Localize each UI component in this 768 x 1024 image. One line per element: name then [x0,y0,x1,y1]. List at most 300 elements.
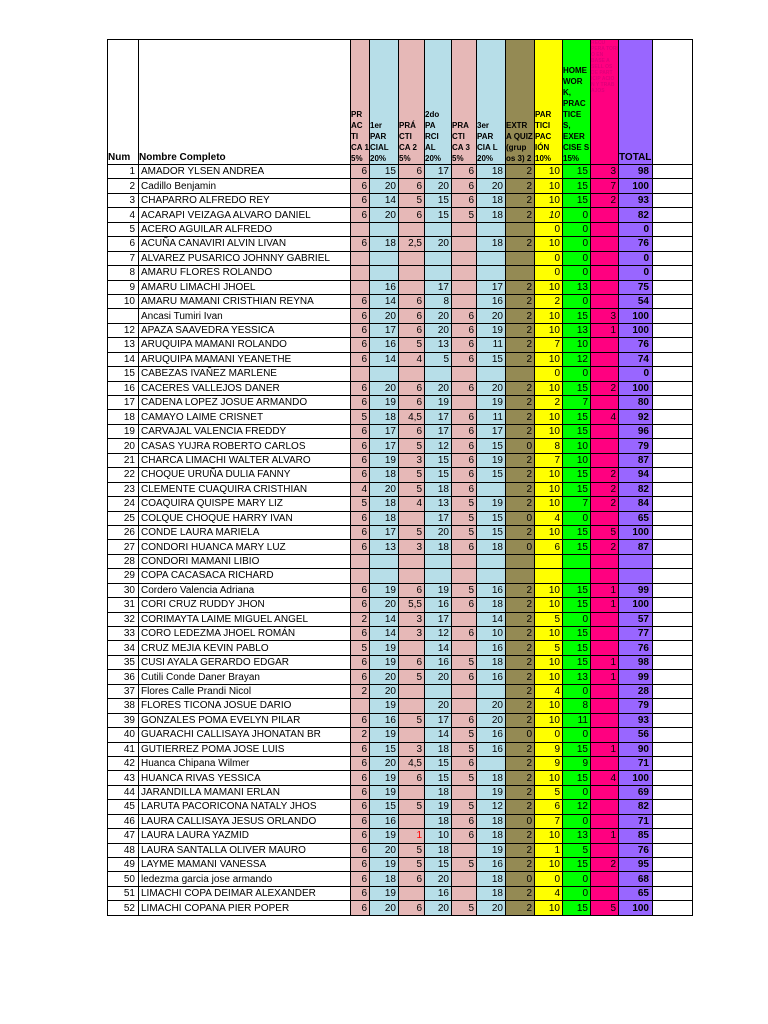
grade-cell[interactable]: 11 [477,410,506,424]
grade-cell[interactable]: 5 [399,338,425,352]
header-parcial-2[interactable]: 2do PA RCI AL 20% [425,40,452,165]
row-number[interactable]: 27 [108,540,139,554]
grade-cell[interactable] [591,728,619,742]
row-number[interactable]: 16 [108,381,139,395]
student-name[interactable]: GONZALES POMA EVELYN PILAR [139,713,351,727]
grade-cell[interactable]: 6 [351,338,370,352]
row-number[interactable]: 25 [108,511,139,525]
grade-cell[interactable]: 12 [563,800,591,814]
row-number[interactable]: 46 [108,814,139,828]
grade-cell[interactable]: 1 [591,829,619,843]
grade-cell[interactable]: 0 [506,439,535,453]
grade-cell[interactable]: 15 [563,424,591,438]
grade-cell[interactable]: 5 [452,511,477,525]
grade-cell[interactable]: 6 [452,482,477,496]
grade-cell[interactable] [591,627,619,641]
student-name[interactable]: ALVAREZ PUSARICO JOHNNY GABRIEL [139,251,351,265]
grade-cell[interactable] [399,280,425,294]
total-cell[interactable]: 0 [619,222,653,236]
grade-cell[interactable]: 3 [591,309,619,323]
grade-cell[interactable]: 20 [425,901,452,915]
grade-cell[interactable] [591,612,619,626]
grade-cell[interactable]: 15 [563,193,591,207]
grade-cell[interactable]: 14 [370,612,399,626]
grade-cell[interactable]: 12 [425,439,452,453]
grade-cell[interactable] [452,222,477,236]
grade-cell[interactable]: 20 [370,309,399,323]
grade-cell[interactable] [399,886,425,900]
grade-cell[interactable]: 5 [399,193,425,207]
grade-cell[interactable]: 10 [535,699,563,713]
grade-cell[interactable]: 4 [535,886,563,900]
grade-cell[interactable]: 18 [477,208,506,222]
student-name[interactable]: AMADOR YLSEN ANDREA [139,165,351,179]
grade-cell[interactable]: 17 [425,165,452,179]
grade-cell[interactable]: 20 [425,323,452,337]
grade-cell[interactable]: 0 [535,266,563,280]
row-number[interactable]: 41 [108,742,139,756]
grade-cell[interactable]: 2 [506,338,535,352]
grade-cell[interactable]: 10 [535,323,563,337]
grade-cell[interactable]: 3 [591,165,619,179]
total-cell[interactable]: 76 [619,641,653,655]
student-name[interactable]: ACERO AGUILAR ALFREDO [139,222,351,236]
grade-cell[interactable]: 0 [506,511,535,525]
grade-cell[interactable]: 17 [425,424,452,438]
grade-cell[interactable] [370,367,399,381]
grade-cell[interactable]: 4 [351,482,370,496]
total-cell[interactable] [619,569,653,583]
grade-cell[interactable] [399,569,425,583]
grade-cell[interactable]: 13 [425,338,452,352]
grade-cell[interactable]: 10 [535,583,563,597]
grade-cell[interactable]: 15 [563,165,591,179]
grade-cell[interactable] [591,294,619,308]
grade-cell[interactable]: 19 [370,453,399,467]
student-name[interactable]: JARANDILLA MAMANI ERLAN [139,785,351,799]
grade-cell[interactable]: 15 [563,655,591,669]
grade-cell[interactable]: 20 [477,699,506,713]
grade-cell[interactable]: 15 [563,583,591,597]
grade-cell[interactable]: 5,5 [399,598,425,612]
grade-cell[interactable]: 6 [351,352,370,366]
grade-cell[interactable]: 6 [452,713,477,727]
grade-cell[interactable]: 20 [370,756,399,770]
grade-cell[interactable]: 6 [351,237,370,251]
grade-cell[interactable] [591,554,619,568]
row-number[interactable]: 22 [108,468,139,482]
student-name[interactable]: CADENA LOPEZ JOSUE ARMANDO [139,396,351,410]
row-number[interactable]: 52 [108,901,139,915]
student-name[interactable]: CONDORI HUANCA MARY LUZ [139,540,351,554]
grade-cell[interactable]: 20 [425,381,452,395]
grade-cell[interactable] [477,482,506,496]
grade-cell[interactable] [591,352,619,366]
student-name[interactable]: CORIMAYTA LAIME MIGUEL ANGEL [139,612,351,626]
grade-cell[interactable]: 9 [563,756,591,770]
grade-cell[interactable]: 19 [425,800,452,814]
grade-cell[interactable]: 0 [563,684,591,698]
grade-cell[interactable]: 15 [563,468,591,482]
grade-cell[interactable]: 0 [563,251,591,265]
grade-cell[interactable]: 6 [535,800,563,814]
header-practica-3[interactable]: PRA CTI CA 3 5% [452,40,477,165]
grade-cell[interactable]: 2 [591,482,619,496]
grade-cell[interactable]: 17 [370,424,399,438]
grade-cell[interactable] [591,756,619,770]
grade-cell[interactable]: 17 [370,439,399,453]
grade-cell[interactable]: 6 [399,655,425,669]
grade-cell[interactable] [399,367,425,381]
grade-cell[interactable]: 4,5 [399,756,425,770]
grade-cell[interactable]: 19 [370,396,399,410]
header-parcial-3[interactable]: 3er PAR CIA L 20% [477,40,506,165]
grade-cell[interactable]: 6 [351,872,370,886]
student-name[interactable]: ACARAPI VEIZAGA ALVARO DANIEL [139,208,351,222]
student-name[interactable]: Ancasi Tumiri Ivan [139,309,351,323]
grade-cell[interactable]: 2 [591,193,619,207]
grade-cell[interactable]: 6 [351,424,370,438]
grade-cell[interactable] [591,251,619,265]
grade-cell[interactable] [399,684,425,698]
total-cell[interactable]: 98 [619,165,653,179]
grade-cell[interactable]: 6 [351,583,370,597]
total-cell[interactable]: 71 [619,814,653,828]
row-number[interactable]: 7 [108,251,139,265]
grade-cell[interactable]: 5 [351,497,370,511]
grade-cell[interactable]: 6 [351,511,370,525]
student-name[interactable]: Flores Calle Prandi Nicol [139,684,351,698]
grade-cell[interactable]: 6 [399,424,425,438]
grade-cell[interactable]: 6 [452,540,477,554]
grade-cell[interactable]: 2 [506,756,535,770]
header-total[interactable]: TOTAL [619,40,653,165]
grade-cell[interactable]: 5 [425,352,452,366]
grade-cell[interactable]: 4,5 [399,410,425,424]
grade-cell[interactable]: 6 [452,453,477,467]
header-homework[interactable]: HOME WOR K, PRAC TICE S, EXER CISE S 15% [563,40,591,165]
grade-cell[interactable]: 19 [370,829,399,843]
grade-cell[interactable]: 14 [370,352,399,366]
grade-cell[interactable]: 19 [477,323,506,337]
grade-cell[interactable]: 19 [477,785,506,799]
grade-cell[interactable]: 18 [477,771,506,785]
header-practica-2[interactable]: PRÁ CTI CA 2 5% [399,40,425,165]
row-number[interactable]: 3 [108,193,139,207]
grade-cell[interactable]: 19 [477,453,506,467]
grade-cell[interactable]: 15 [425,756,452,770]
grade-cell[interactable]: 6 [351,468,370,482]
grade-cell[interactable]: 2 [506,424,535,438]
grade-cell[interactable] [452,237,477,251]
grade-cell[interactable] [477,251,506,265]
grade-cell[interactable] [425,569,452,583]
grade-cell[interactable]: 16 [477,728,506,742]
grade-cell[interactable]: 18 [370,497,399,511]
grade-cell[interactable]: 0 [506,814,535,828]
total-cell[interactable]: 99 [619,670,653,684]
header-participacion[interactable]: PAR TICI PAC IÓN 10% [535,40,563,165]
row-number[interactable]: 12 [108,323,139,337]
grade-cell[interactable] [506,251,535,265]
grade-cell[interactable]: 19 [425,583,452,597]
grade-cell[interactable]: 16 [370,338,399,352]
grade-cell[interactable]: 16 [370,814,399,828]
grade-cell[interactable] [452,612,477,626]
grade-cell[interactable]: 10 [535,309,563,323]
grade-cell[interactable]: 19 [370,699,399,713]
student-name[interactable]: CASAS YUJRA ROBERTO CARLOS [139,439,351,453]
grade-cell[interactable]: 5 [399,858,425,872]
grade-cell[interactable]: 5 [351,410,370,424]
total-cell[interactable]: 0 [619,367,653,381]
grade-cell[interactable]: 15 [425,858,452,872]
grade-cell[interactable] [399,814,425,828]
total-cell[interactable]: 100 [619,598,653,612]
grade-cell[interactable] [591,843,619,857]
grade-cell[interactable]: 2 [506,352,535,366]
row-number[interactable]: 24 [108,497,139,511]
student-name[interactable]: LAURA LAURA YAZMID [139,829,351,843]
header-recuperatorio[interactable]: RECU PERA TORI O EN BASE A SELL OS DE PART ICIP ACIO N Y TRAB AJOS [591,40,619,165]
grade-cell[interactable] [477,756,506,770]
grade-cell[interactable]: 6 [399,396,425,410]
grade-cell[interactable]: 15 [425,453,452,467]
grade-cell[interactable]: 18 [477,829,506,843]
student-name[interactable]: LAURA SANTALLA OLIVER MAURO [139,843,351,857]
grade-cell[interactable]: 10 [535,598,563,612]
header-parcial-1[interactable]: 1er PAR CIAL 20% [370,40,399,165]
total-cell[interactable]: 56 [619,728,653,742]
grade-cell[interactable]: 10 [535,858,563,872]
grade-cell[interactable]: 18 [425,814,452,828]
grade-cell[interactable]: 2 [506,670,535,684]
grade-cell[interactable]: 0 [563,511,591,525]
grade-cell[interactable]: 5 [591,525,619,539]
student-name[interactable]: LAYME MAMANI VANESSA [139,858,351,872]
grade-cell[interactable]: 6 [399,165,425,179]
row-number[interactable]: 18 [108,410,139,424]
student-name[interactable]: COLQUE CHOQUE HARRY IVAN [139,511,351,525]
grade-cell[interactable]: 6 [351,785,370,799]
grade-cell[interactable]: 0 [535,872,563,886]
grade-cell[interactable] [477,569,506,583]
grade-cell[interactable]: 15 [425,193,452,207]
total-cell[interactable]: 99 [619,583,653,597]
grade-cell[interactable]: 16 [477,641,506,655]
row-number[interactable]: 15 [108,367,139,381]
student-name[interactable]: FLORES TICONA JOSUE DARIO [139,699,351,713]
grade-cell[interactable]: 5 [452,742,477,756]
grade-cell[interactable] [452,396,477,410]
grade-cell[interactable]: 2 [506,843,535,857]
grade-cell[interactable]: 2 [506,627,535,641]
student-name[interactable]: CORI CRUZ RUDDY JHON [139,598,351,612]
row-number[interactable]: 44 [108,785,139,799]
grade-cell[interactable] [452,684,477,698]
grade-cell[interactable]: 6 [452,193,477,207]
row-number[interactable]: 29 [108,569,139,583]
row-number[interactable]: 37 [108,684,139,698]
grade-cell[interactable]: 10 [535,713,563,727]
grade-cell[interactable]: 15 [425,771,452,785]
total-cell[interactable]: 85 [619,829,653,843]
total-cell[interactable]: 84 [619,497,653,511]
grade-cell[interactable]: 10 [535,468,563,482]
grade-cell[interactable]: 18 [370,468,399,482]
row-number[interactable]: 45 [108,800,139,814]
grade-cell[interactable]: 1 [399,829,425,843]
grade-cell[interactable]: 2 [351,612,370,626]
grade-cell[interactable]: 6 [351,439,370,453]
row-number[interactable]: 31 [108,598,139,612]
grade-cell[interactable]: 18 [477,814,506,828]
grade-cell[interactable]: 5 [399,439,425,453]
grade-cell[interactable]: 6 [351,886,370,900]
grade-cell[interactable]: 20 [477,901,506,915]
student-name[interactable]: LIMACHI COPANA PIER POPER [139,901,351,915]
grade-cell[interactable] [591,684,619,698]
grade-cell[interactable] [370,251,399,265]
row-number[interactable]: 2 [108,179,139,193]
student-name[interactable]: CONDE LAURA MARIELA [139,525,351,539]
student-name[interactable]: COPA CACASACA RICHARD [139,569,351,583]
total-cell[interactable]: 0 [619,251,653,265]
grade-cell[interactable]: 4 [535,684,563,698]
grade-cell[interactable]: 6 [351,756,370,770]
total-cell[interactable]: 92 [619,410,653,424]
grade-cell[interactable]: 17 [477,424,506,438]
grade-cell[interactable]: 20 [477,381,506,395]
student-name[interactable]: Cutili Conde Daner Brayan [139,670,351,684]
grade-cell[interactable]: 4 [399,352,425,366]
grade-cell[interactable] [591,699,619,713]
grade-cell[interactable]: 18 [477,165,506,179]
grade-cell[interactable]: 2 [506,309,535,323]
grade-cell[interactable]: 15 [563,309,591,323]
grade-cell[interactable]: 0 [535,251,563,265]
total-cell[interactable]: 82 [619,208,653,222]
student-name[interactable]: CRUZ MEJIA KEVIN PABLO [139,641,351,655]
grade-cell[interactable]: 19 [370,858,399,872]
total-cell[interactable]: 76 [619,338,653,352]
grade-cell[interactable]: 5 [535,641,563,655]
grade-cell[interactable]: 6 [452,829,477,843]
student-name[interactable]: HUANCA RIVAS YESSICA [139,771,351,785]
grade-cell[interactable] [591,453,619,467]
grade-cell[interactable]: 8 [535,439,563,453]
grade-cell[interactable]: 0 [563,294,591,308]
total-cell[interactable]: 54 [619,294,653,308]
grade-cell[interactable]: 2 [506,655,535,669]
grade-cell[interactable]: 18 [370,511,399,525]
grade-cell[interactable]: 0 [563,237,591,251]
grade-cell[interactable] [506,266,535,280]
grade-cell[interactable] [591,424,619,438]
grade-cell[interactable]: 6 [351,294,370,308]
grade-cell[interactable]: 7 [563,497,591,511]
student-name[interactable]: ACUÑA CANAVIRI ALVIN LIVAN [139,237,351,251]
grade-cell[interactable]: 0 [563,612,591,626]
header-num[interactable]: Num [108,40,139,165]
total-cell[interactable]: 87 [619,453,653,467]
row-number[interactable]: 38 [108,699,139,713]
grade-cell[interactable]: 18 [477,655,506,669]
total-cell[interactable]: 77 [619,627,653,641]
grade-cell[interactable]: 1 [591,323,619,337]
grade-cell[interactable]: 5 [399,468,425,482]
total-cell[interactable]: 90 [619,742,653,756]
total-cell[interactable] [619,554,653,568]
grade-cell[interactable] [591,511,619,525]
student-name[interactable]: AMARU FLORES ROLANDO [139,266,351,280]
grade-cell[interactable]: 6 [351,165,370,179]
grade-cell[interactable]: 15 [563,179,591,193]
grade-cell[interactable]: 2 [506,771,535,785]
header-extra-quiz[interactable]: EXTR A QUIZ (grup os 3) 2 [506,40,535,165]
grade-cell[interactable]: 15 [563,381,591,395]
grade-cell[interactable]: 19 [477,396,506,410]
row-number[interactable]: 28 [108,554,139,568]
grade-cell[interactable]: 5 [399,525,425,539]
total-cell[interactable]: 69 [619,785,653,799]
grade-cell[interactable]: 15 [563,771,591,785]
grade-cell[interactable]: 2 [506,612,535,626]
grade-cell[interactable]: 20 [425,699,452,713]
grade-cell[interactable]: 5 [399,800,425,814]
grade-cell[interactable]: 16 [370,713,399,727]
grade-cell[interactable] [452,251,477,265]
grade-cell[interactable]: 2 [591,381,619,395]
grade-cell[interactable]: 6 [452,410,477,424]
grade-cell[interactable]: 19 [425,396,452,410]
student-name[interactable]: CHOQUE URUÑA DULIA FANNY [139,468,351,482]
row-number[interactable]: 10 [108,294,139,308]
grade-cell[interactable]: 15 [563,410,591,424]
total-cell[interactable]: 100 [619,381,653,395]
student-name[interactable]: GUARACHI CALLISAYA JHONATAN BR [139,728,351,742]
grade-cell[interactable]: 19 [370,641,399,655]
row-number[interactable]: 36 [108,670,139,684]
grade-cell[interactable] [477,222,506,236]
grade-cell[interactable]: 7 [535,338,563,352]
grade-cell[interactable] [399,641,425,655]
total-cell[interactable]: 57 [619,612,653,626]
total-cell[interactable]: 75 [619,280,653,294]
grade-cell[interactable]: 20 [425,525,452,539]
grade-cell[interactable]: 6 [452,468,477,482]
grade-cell[interactable]: 10 [535,381,563,395]
grade-cell[interactable]: 2 [506,410,535,424]
grade-cell[interactable]: 19 [477,497,506,511]
grade-cell[interactable]: 6 [351,713,370,727]
grade-cell[interactable]: 5 [563,843,591,857]
grade-cell[interactable] [477,367,506,381]
student-name[interactable]: LAURA CALLISAYA JESUS ORLANDO [139,814,351,828]
grade-cell[interactable] [370,266,399,280]
row-number[interactable]: 26 [108,525,139,539]
grade-cell[interactable]: 5 [452,728,477,742]
grade-cell[interactable]: 6 [351,901,370,915]
grade-cell[interactable] [452,699,477,713]
student-name[interactable]: CACERES VALLEJOS DANER [139,381,351,395]
grade-cell[interactable]: 6 [399,901,425,915]
total-cell[interactable]: 68 [619,872,653,886]
row-number[interactable] [108,309,139,323]
grade-cell[interactable]: 5 [452,901,477,915]
grade-cell[interactable]: 15 [563,858,591,872]
grade-cell[interactable]: 19 [370,785,399,799]
